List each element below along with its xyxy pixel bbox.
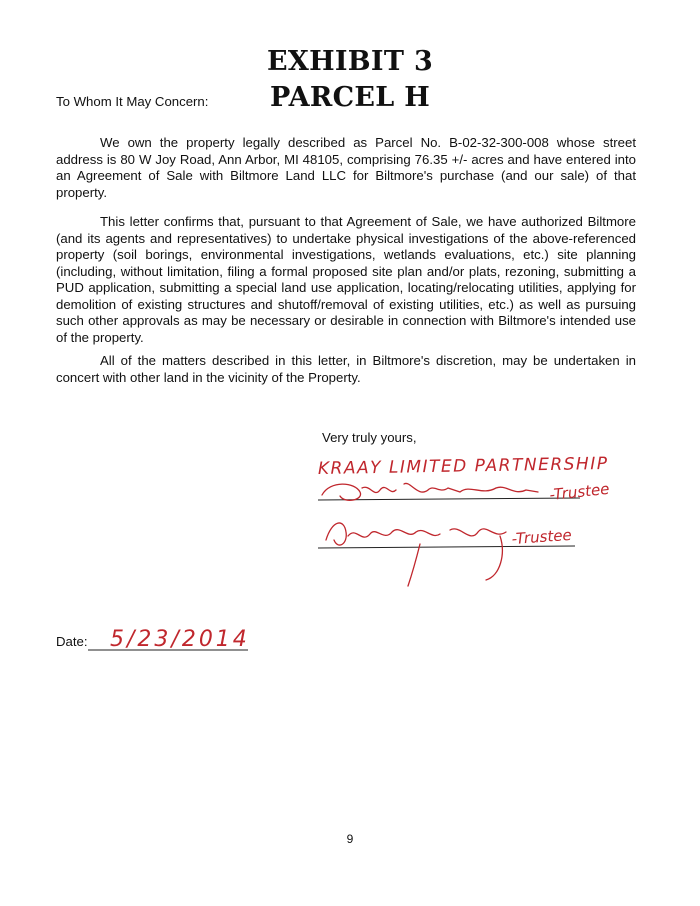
date-label: Date: — [56, 634, 88, 649]
parcel-label: PARCEL H — [269, 82, 431, 113]
signature-stroke-2 — [326, 523, 506, 586]
date-field — [88, 600, 258, 690]
exhibit-number: EXHIBIT 3 — [266, 46, 434, 77]
handwritten-trustee-2: -Trustee — [511, 525, 573, 548]
closing-line: Very truly yours, — [322, 430, 417, 445]
handwritten-date — [88, 600, 258, 690]
paragraph-property-description: We own the property legally described as Parcel No. B-02-32-300-008 whose street address is 80 W Joy Road, Ann Arbor, MI 48105, comprising 76.35 +/- acres and have entered into an Agreement of Sale with Biltmore Land LLC for Biltmore's purchase (and our sale) of that property. — [56, 135, 636, 200]
signature-block — [300, 440, 670, 590]
signature-stroke-1 — [322, 483, 538, 500]
handwritten-trustee-1: -Trustee — [548, 479, 611, 504]
handwritten-entity-name: KRAAY LIMITED PARTNERSHIP — [317, 453, 609, 479]
handwritten-date-value: 5/23/2014 — [110, 627, 250, 652]
handwritten-signatures — [300, 440, 670, 590]
paragraph-authorization: This letter confirms that, pursuant to that Agreement of Sale, we have authorized Biltmore (and its agents and representatives) to undertake physical investigations of the above-referenced property (soil borings, environmental investigations, wetlands evaluations, etc.) site planning (including, without limitation, filing a formal proposed site plan and/or plats, rezoning, submitting a PUD application, submitting a special land use application, locating/relocating utilities, applying for demolition of existing structures and shutoff/removal of existing utilities, etc.) as well as pursuing such other approvals as may be necessary or desirable in connection with Biltmore's intended use of the property. — [56, 214, 636, 345]
paragraph-discretion: All of the matters described in this letter, in Biltmore's discretion, may be undertaken in concert with other land in the vicinity of the Property. — [56, 353, 636, 385]
salutation: To Whom It May Concern: — [56, 94, 209, 109]
page-number: 9 — [346, 832, 354, 846]
